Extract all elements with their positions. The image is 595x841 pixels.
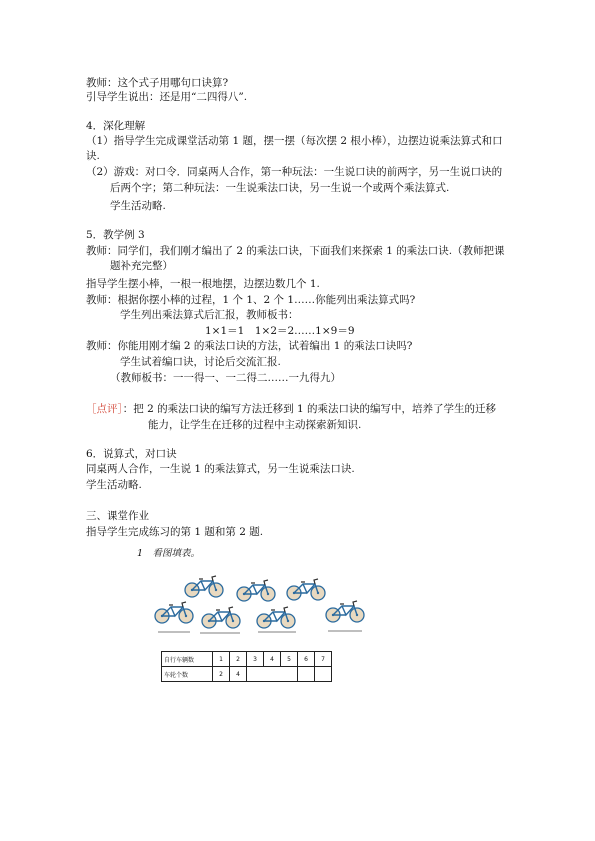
table-row <box>162 652 332 667</box>
table-cell: 4 <box>264 652 281 667</box>
section-heading: 6．说算式，对口诀 <box>86 448 177 460</box>
bike-wheel-table <box>161 651 332 682</box>
table-cell: 6 <box>298 652 315 667</box>
text-line: 学生试着编口诀，讨论后交流汇报. <box>120 356 281 368</box>
table-row <box>162 667 332 682</box>
bike-icon <box>237 580 275 601</box>
text-line: 学生列出乘法算式后汇报，教师板书： <box>120 309 299 321</box>
table-cell: 1 <box>213 652 230 667</box>
table-cell: 3 <box>247 652 264 667</box>
text-line: 指导学生完成练习的第 1 题和第 2 题. <box>86 526 264 538</box>
table-cell: 2 <box>213 667 230 682</box>
exercise-title: 1 看图填表。 <box>137 548 201 559</box>
formula: 1×1＝1 1×2＝2……1×9＝9 <box>205 325 355 337</box>
text-line: （1）指导学生完成课堂活动第 1 题，摆一摆（每次摆 2 根小棒），边摆边说乘法算式和口 <box>86 135 503 147</box>
table-header-cell: 自行车辆数 <box>162 652 213 667</box>
comment-tag: ［点评］ <box>86 403 123 415</box>
text-line: 教师：同学们，我们刚才编出了 2 的乘法口诀，下面我们来探索 1 的乘法口诀.（教师把课 <box>86 245 505 257</box>
table-cell[interactable] <box>247 667 298 682</box>
text-line: 指导学生摆小棒，一根一根地摆，边摆边数几个 1. <box>86 278 320 290</box>
bike-icon <box>326 601 364 622</box>
table-cell: 7 <box>315 652 332 667</box>
table-header-cell: 车轮个数 <box>162 667 213 682</box>
text-line: 诀. <box>86 150 100 162</box>
bike-icon <box>185 576 223 597</box>
text-line: 引导学生说出：还是用“二四得八”. <box>86 91 248 103</box>
section-heading: 4．深化理解 <box>86 120 146 132</box>
text-line: 题补充完整） <box>110 260 173 272</box>
text-line: 学生活动略. <box>110 200 166 212</box>
text-line: 能力，让学生在迁移的过程中主动探索新知识. <box>148 419 362 431</box>
table-cell[interactable] <box>315 667 332 682</box>
comment-text: ：把 2 的乘法口诀的编写方法迁移到 1 的乘法口诀的编写中，培养了学生的迁移 <box>122 403 496 415</box>
section-heading: 三、课堂作业 <box>86 510 149 522</box>
bike-icon <box>287 579 325 600</box>
table-cell: 5 <box>281 652 298 667</box>
bike-icon <box>202 607 240 628</box>
text-line: 学生活动略. <box>86 479 142 491</box>
text-line: （2）游戏：对口令．同桌两人合作，第一种玩法：一生说口诀的前两字，另一生说口诀的 <box>86 166 503 178</box>
text-line: 教师：你能用刚才编 2 的乘法口诀的方法，试着编出 1 的乘法口诀吗? <box>86 340 413 352</box>
bike-icon <box>257 607 295 628</box>
table-cell: 4 <box>230 667 247 682</box>
text-line: 教师：这个式子用哪句口诀算? <box>86 77 229 89</box>
text-line: 教师：根据你摆小棒的过程，1 个 1、2 个 1……你能列出乘法算式吗? <box>86 294 416 306</box>
section-heading: 5．教学例 3 <box>86 229 145 241</box>
bike-icon <box>155 602 193 623</box>
text-line: 后两个字；第二种玩法：一生说乘法口诀，另一生说一个或两个乘法算式. <box>110 182 450 194</box>
text-line: 同桌两人合作，一生说 1 的乘法算式，另一生说乘法口诀. <box>86 463 355 475</box>
text-line: （教师板书：一一得一、一二得二……一九得九） <box>110 372 341 384</box>
table-cell[interactable] <box>298 667 315 682</box>
table-cell: 2 <box>230 652 247 667</box>
